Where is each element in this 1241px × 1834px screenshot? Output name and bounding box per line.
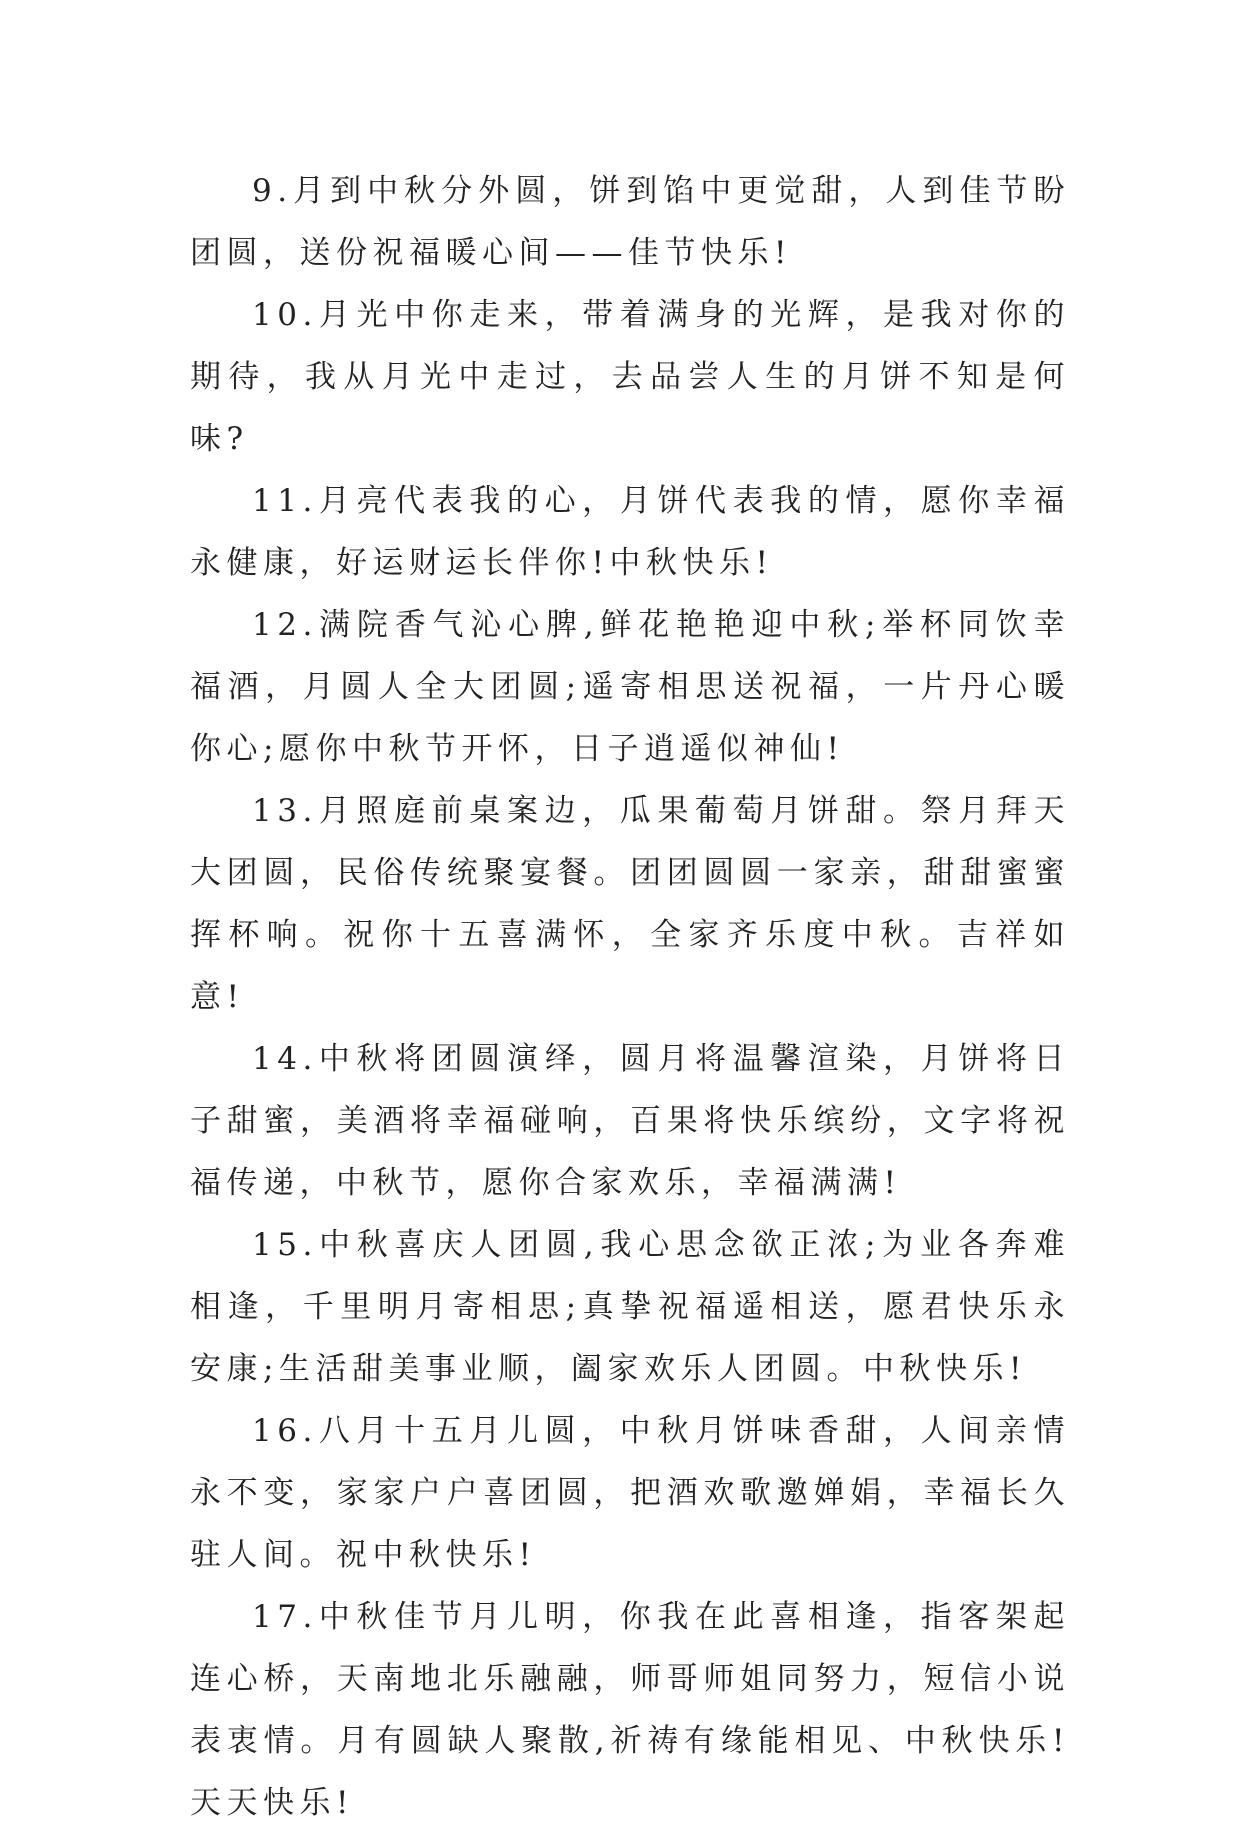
document-body bbox=[190, 160, 1070, 1834]
paragraph-10: 10.月光中你走来，带着满身的光辉，是我对你的期待，我从月光中走过，去品尝人生的月饼不知是何味? bbox=[190, 297, 1070, 457]
paragraph-12: 12.满院香气沁心脾,鲜花艳艳迎中秋;举杯同饮幸福酒，月圆人全大团圆;遥寄相思送祝福，一片丹心暖你心;愿你中秋节开怀，日子逍遥似神仙! bbox=[190, 607, 1070, 767]
paragraph-13: 13.月照庭前桌案边，瓜果葡萄月饼甜。祭月拜天大团圆，民俗传统聚宴餐。团团圆圆一家亲，甜甜蜜蜜挥杯响。祝你十五喜满怀，全家齐乐度中秋。吉祥如意! bbox=[190, 793, 1070, 1015]
paragraph-11: 11.月亮代表我的心，月饼代表我的情，愿你幸福永健康，好运财运长伴你!中秋快乐! bbox=[190, 483, 1070, 581]
paragraph-15: 15.中秋喜庆人团圆,我心思念欲正浓;为业各奔难相逢，千里明月寄相思;真挚祝福遥相送，愿君快乐永安康;生活甜美事业顺，阖家欢乐人团圆。中秋快乐! bbox=[190, 1227, 1070, 1387]
paragraph-14: 14.中秋将团圆演绎，圆月将温馨渲染，月饼将日子甜蜜，美酒将幸福碰响，百果将快乐缤纷，文字将祝福传递，中秋节，愿你合家欢乐，幸福满满! bbox=[190, 1041, 1070, 1201]
paragraph-17: 17.中秋佳节月儿明，你我在此喜相逢，指客架起连心桥，天南地北乐融融，师哥师姐同努力，短信小说表衷情。月有圆缺人聚散,祈祷有缘能相见、中秋快乐!天天快乐! bbox=[190, 1599, 1070, 1821]
paragraph-16: 16.八月十五月儿圆，中秋月饼味香甜，人间亲情永不变，家家户户喜团圆，把酒欢歌邀婵娟，幸福长久驻人间。祝中秋快乐! bbox=[190, 1413, 1070, 1573]
paragraph-9: 9.月到中秋分外圆，饼到馅中更觉甜，人到佳节盼团圆，送份祝福暖心间——佳节快乐! bbox=[190, 173, 1070, 271]
